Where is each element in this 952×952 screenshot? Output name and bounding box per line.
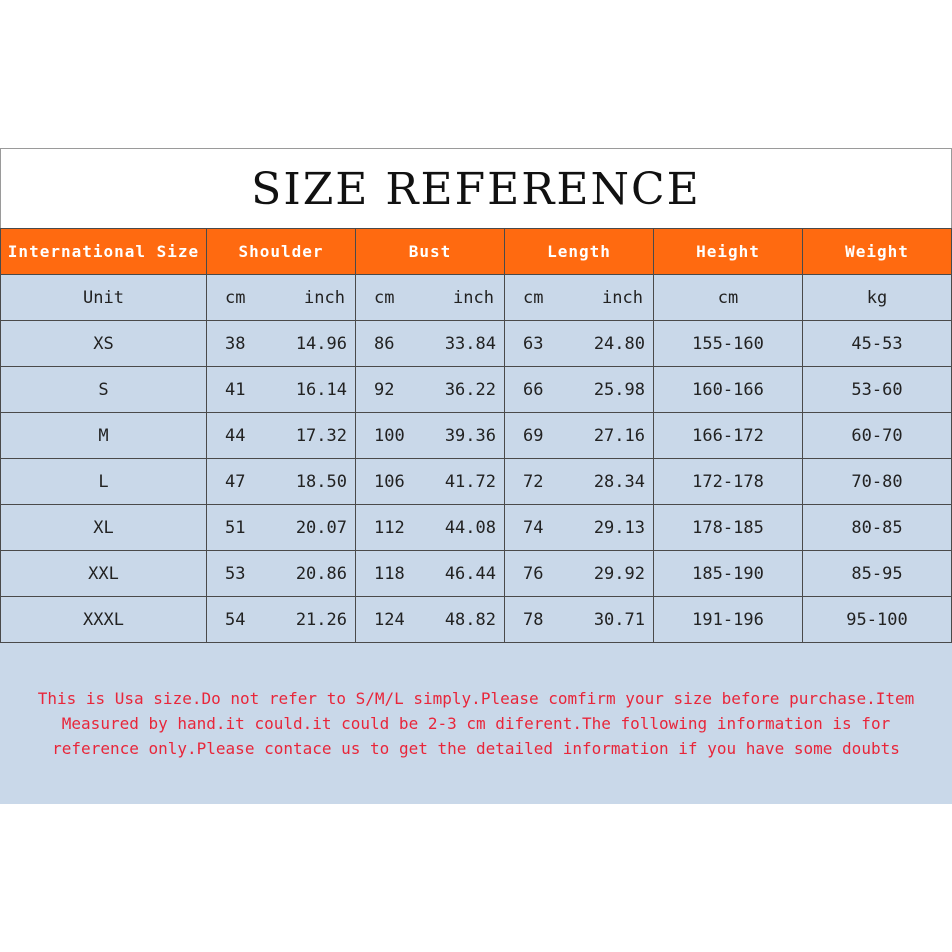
note-line: reference only.Please contace us to get the detailed information if you have some doubts (52, 739, 900, 758)
bust-cell-inch: 41.72 (444, 471, 496, 492)
shoulder-cell (207, 505, 356, 551)
shoulder-cell-cm: 38 (225, 333, 246, 354)
header-length: Length (505, 229, 654, 275)
unit-length (505, 275, 654, 321)
bust-cell-inch: 46.44 (444, 563, 496, 584)
shoulder-cell-cm: 47 (225, 471, 246, 492)
table-row (1, 367, 952, 413)
disclaimer-note (0, 686, 952, 761)
bust-cell (356, 459, 505, 505)
size-cell: XXL (1, 551, 207, 597)
bust-cell-inch: 44.08 (444, 517, 496, 538)
height-cell: 155-160 (654, 321, 803, 367)
unit-length-inch: inch (602, 287, 643, 308)
bust-cell (356, 413, 505, 459)
header-weight: Weight (803, 229, 952, 275)
shoulder-cell (207, 551, 356, 597)
length-cell-cm: 72 (523, 471, 544, 492)
size-cell: XXXL (1, 597, 207, 643)
bust-cell (356, 551, 505, 597)
length-cell-inch: 28.34 (593, 471, 645, 492)
length-cell-inch: 29.13 (593, 517, 645, 538)
table-row (1, 459, 952, 505)
shoulder-cell-cm: 51 (225, 517, 246, 538)
bust-cell-cm: 106 (374, 471, 405, 492)
unit-shoulder (207, 275, 356, 321)
weight-cell: 95-100 (803, 597, 952, 643)
unit-shoulder-inch: inch (304, 287, 345, 308)
bust-cell (356, 321, 505, 367)
length-cell-inch: 30.71 (593, 609, 645, 630)
unit-label: Unit (1, 275, 207, 321)
length-cell (505, 551, 654, 597)
table-row (1, 597, 952, 643)
length-cell-inch: 24.80 (593, 333, 645, 354)
note-line: Measured by hand.it could.it could be 2-3 cm diferent.The following information is for (61, 714, 891, 733)
bust-cell-inch: 48.82 (444, 609, 496, 630)
shoulder-cell (207, 413, 356, 459)
height-cell: 160-166 (654, 367, 803, 413)
bust-cell-cm: 100 (374, 425, 405, 446)
length-cell-inch: 25.98 (593, 379, 645, 400)
weight-cell: 80-85 (803, 505, 952, 551)
height-cell: 178-185 (654, 505, 803, 551)
length-cell-cm: 69 (523, 425, 544, 446)
size-cell: S (1, 367, 207, 413)
header-international-size: International Size (1, 229, 207, 275)
table-row (1, 505, 952, 551)
shoulder-cell-inch: 18.50 (295, 471, 347, 492)
length-cell (505, 321, 654, 367)
shoulder-cell-cm: 44 (225, 425, 246, 446)
shoulder-cell (207, 459, 356, 505)
weight-cell: 53-60 (803, 367, 952, 413)
note-line: This is Usa size.Do not refer to S/M/L simply.Please comfirm your size before purchase.Item (37, 689, 915, 708)
bust-cell-inch: 36.22 (444, 379, 496, 400)
page-title: SIZE REFERENCE (251, 163, 701, 215)
shoulder-cell-inch: 17.32 (295, 425, 347, 446)
length-cell-inch: 27.16 (593, 425, 645, 446)
length-cell (505, 459, 654, 505)
bust-cell-cm: 118 (374, 563, 405, 584)
shoulder-cell (207, 367, 356, 413)
length-cell (505, 413, 654, 459)
title-box (0, 148, 952, 229)
bust-cell (356, 367, 505, 413)
header-row (1, 229, 952, 275)
height-cell: 172-178 (654, 459, 803, 505)
weight-cell: 85-95 (803, 551, 952, 597)
bust-cell (356, 505, 505, 551)
unit-length-cm: cm (523, 287, 544, 308)
height-cell: 166-172 (654, 413, 803, 459)
bust-cell-cm: 86 (374, 333, 395, 354)
bust-cell-cm: 112 (374, 517, 405, 538)
unit-height: cm (654, 275, 803, 321)
size-cell: XS (1, 321, 207, 367)
length-cell-inch: 29.92 (593, 563, 645, 584)
shoulder-cell-inch: 21.26 (295, 609, 347, 630)
shoulder-cell-inch: 14.96 (295, 333, 347, 354)
weight-cell: 70-80 (803, 459, 952, 505)
length-cell-cm: 78 (523, 609, 544, 630)
shoulder-cell-inch: 20.86 (295, 563, 347, 584)
length-cell-cm: 74 (523, 517, 544, 538)
unit-shoulder-cm: cm (225, 287, 246, 308)
unit-bust (356, 275, 505, 321)
shoulder-cell-cm: 54 (225, 609, 246, 630)
bust-cell-cm: 92 (374, 379, 395, 400)
length-cell (505, 367, 654, 413)
header-height: Height (654, 229, 803, 275)
bust-cell-cm: 124 (374, 609, 405, 630)
length-cell (505, 505, 654, 551)
unit-bust-cm: cm (374, 287, 395, 308)
header-bust: Bust (356, 229, 505, 275)
size-cell: L (1, 459, 207, 505)
height-cell: 185-190 (654, 551, 803, 597)
length-cell-cm: 76 (523, 563, 544, 584)
table-row (1, 413, 952, 459)
unit-bust-inch: inch (453, 287, 494, 308)
shoulder-cell (207, 597, 356, 643)
shoulder-cell-cm: 41 (225, 379, 246, 400)
length-cell-cm: 66 (523, 379, 544, 400)
bust-cell-inch: 39.36 (444, 425, 496, 446)
weight-cell: 60-70 (803, 413, 952, 459)
shoulder-cell-inch: 16.14 (295, 379, 347, 400)
length-cell-cm: 63 (523, 333, 544, 354)
bust-cell-inch: 33.84 (444, 333, 496, 354)
weight-cell: 45-53 (803, 321, 952, 367)
height-cell: 191-196 (654, 597, 803, 643)
unit-weight: kg (803, 275, 952, 321)
table-row (1, 321, 952, 367)
table-row (1, 551, 952, 597)
shoulder-cell (207, 321, 356, 367)
size-cell: M (1, 413, 207, 459)
unit-row (1, 275, 952, 321)
shoulder-cell-inch: 20.07 (295, 517, 347, 538)
shoulder-cell-cm: 53 (225, 563, 246, 584)
length-cell (505, 597, 654, 643)
bust-cell (356, 597, 505, 643)
size-cell: XL (1, 505, 207, 551)
size-table (0, 228, 952, 643)
header-shoulder: Shoulder (207, 229, 356, 275)
